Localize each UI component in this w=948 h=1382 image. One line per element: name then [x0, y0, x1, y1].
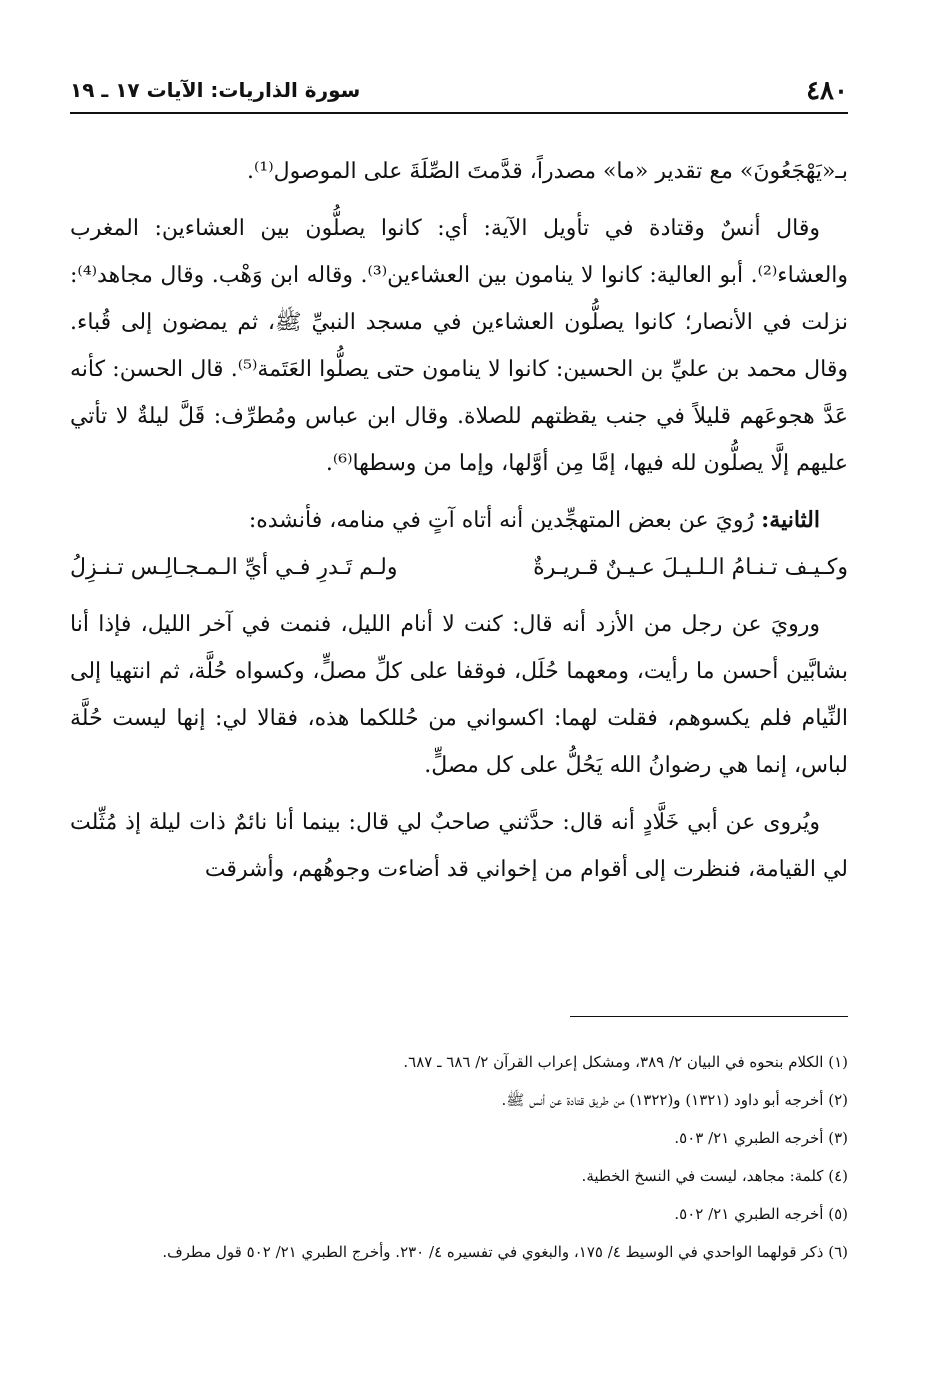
footnote-5: (٥) أخرجه الطبري ٢١/ ٥٠٢. [674, 1205, 848, 1223]
footnote-1: (١) الكلام بنحوه في البيان ٢/ ٣٨٩، ومشكل إعراب القرآن ٢/ ٦٨٦ ـ ٦٨٧. [403, 1053, 848, 1071]
footnote-6: (٦) ذكر قولهما الواحدي في الوسيط ٤/ ١٧٥، والبغوي في تفسيره ٤/ ٢٣٠. وأخرج الطبري ٢١/ ٥٠٢ قول مطرف. [162, 1243, 848, 1261]
paragraph-abi-khallad: ويُروى عن أبي خَلَّادٍ أنه قال: حدَّثني صاحبٌ لي قال: بينما أنا نائمٌ ذات ليلة إذ مُثِّلت لي القيامة، فنظرت إلى أقوام من إخواني قد أضاءت وجوهُهم، وأشرقت [70, 810, 848, 882]
section-text: رُويَ عن بعض المتهجِّدين أنه أتاه آتٍ في منامه، فأنشده: [248, 508, 755, 533]
footnote-4: (٤) كلمة: مجاهد، ليست في النسخ الخطية. [581, 1167, 848, 1185]
paragraph-anas-qatada: وقال أنسٌ وقتادة في تأويل الآية: أي: كانوا يصلُّون بين العشاءين: المغرب والعشاء⁽²⁾. أبو العالية: كانوا لا ينامون بين العشاءين⁽³⁾. وقاله ابن وَهْب. وقال مجاهد⁽⁴⁾: نزلت في الأنصار؛ كانوا يصلُّون العشاءين في مسجد النبيِّ ﷺ، ثم يمضون إلى قُباء. وقال محمد بن عليِّ بن الحسين: كانوا لا ينامون حتى يصلُّوا العَتَمة⁽⁵⁾. قال الحسن: كأنه عَدَّ هجوعَهم قليلاً في جنب يقظتهم للصلاة. وقال ابن عباس ومُطرِّف: قَلَّ ليلةٌ لا تأتي عليهم إلَّا يصلُّون لله فيها، إمَّا مِن أوَّلها، وإما من وسطها⁽⁶⁾. [70, 216, 849, 476]
surah-title: سورة الذاريات: الآيات ١٧ ـ ١٩ [70, 78, 361, 102]
running-header [70, 68, 848, 114]
paragraph-second-point [70, 497, 848, 544]
page-number: ٤٨٠ [806, 76, 848, 106]
section-lead: الثانية: [761, 507, 820, 533]
paragraph-azd-man: ورويَ عن رجل من الأزد أنه قال: كنت لا أنام الليل، فنمت في آخر الليل، فإذا أنا بشابَّين أحسن ما رأيت، ومعهما حُلَل، فوقفا على كلِّ مصلٍّ، وكسواه حُلَّة، ثم انتهيا إلى النِّيام فلم يكسوهم، فقلت لهما: اكسواني من حُللكما هذه، فقالا لي: إنها ليست حُلَّة لباس، إنما هي رضوانُ الله يَحُلُّ على كل مصلٍّ. [70, 612, 848, 778]
verse-second-hemistich: ولـم تَـدرِ فـي أيِّ الـمـجـالِـس تـنـزِلُ [70, 555, 398, 580]
footnote-3: (٣) أخرجه الطبري ٢١/ ٥٠٣. [674, 1129, 848, 1147]
footnote-2: (٢) أخرجه أبو داود (١٣٢١) و(١٣٢٢) من طريق قتادة عن أنس ﷺ. [501, 1091, 848, 1109]
verse-first-hemistich: وكـيـف تـنـامُ الـلـيـلَ عـيـنٌ قـريـرةٌ [533, 555, 848, 580]
main-text [70, 148, 848, 893]
paragraph-continuation: بـ«يَهْجَعُونَ» مع تقدير «ما» مصدراً، قدَّمتَ الصِّلَةَ على الموصول⁽¹⁾. [247, 159, 848, 184]
poetry-verse [70, 544, 848, 591]
footnote-separator [570, 1016, 848, 1017]
footnotes [70, 1048, 848, 1267]
